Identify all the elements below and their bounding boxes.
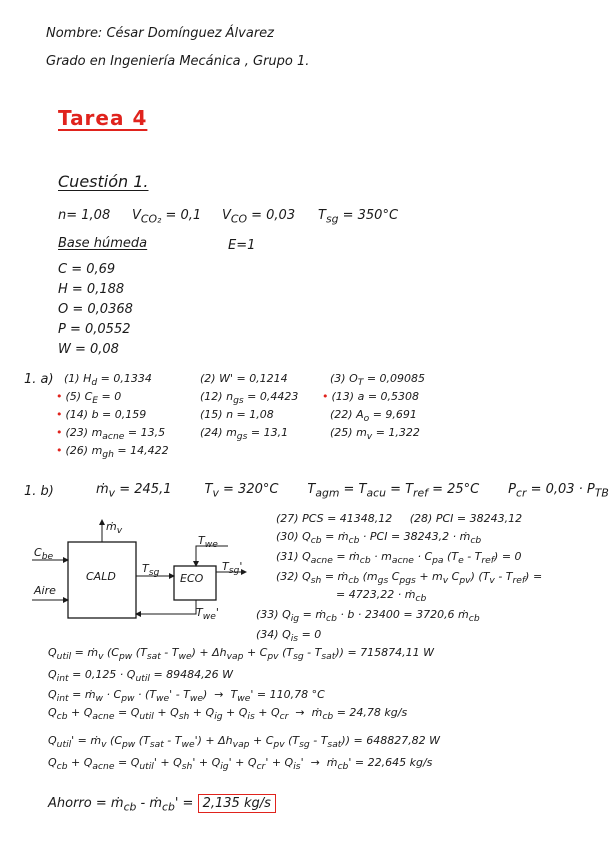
degree-line: Grado en Ingeniería Mecánica , Grupo 1. (46, 54, 310, 69)
part-a-item: (22) $A_o = 9,691$ (330, 408, 417, 425)
label-twe: $T_{we}$ (198, 534, 218, 551)
ahorro-result: 2,135 kg/s (198, 794, 276, 813)
part-a-item: (15) n = 1,08 (200, 408, 274, 421)
part-a-item: (3) $O_T = 0,09085$ (330, 372, 426, 389)
label-mv: ṁ$_v$ (106, 520, 123, 537)
part-b-data: ṁ$_v$ = 245,1 $T_v = 320^\circ C$ $T_{agm} = T_{acu} = T_{ref} = 25^\circ C$ $P_{cr} = 0,03 \cdot P_{TB}$ (96, 482, 609, 500)
calculation-line: $Q_{util}'$ = ṁ$_v$ ($C_{pw}$ $(T_{sat} - T_{we}') + \Delta h_{vap} + C_{pv}$ $(T_{sg} - T_{sat})) = 648827,82$ W (48, 734, 441, 751)
part-a-label: 1. a) (24, 372, 54, 387)
part-a-item: • (13) a = 0,5308 (322, 390, 420, 403)
param-tsg: $T_{sg} = 350^\circ C$ (318, 208, 399, 226)
label-tsg2: $T_{sg}'$ (222, 560, 243, 577)
base-label: Base húmeda (58, 236, 148, 251)
part-a-item: • (5) $C_E = 0$ (56, 390, 122, 407)
label-calo: CALD (86, 570, 116, 583)
part-a-item: (2) W' = 0,1214 (200, 372, 288, 385)
param-n: n= 1,08 (58, 208, 111, 223)
base-e: E=1 (228, 238, 256, 253)
part-a-item: (12) $n_{gs} = 0,4423$ (200, 390, 299, 407)
composition-item: P = 0,0552 (58, 322, 131, 337)
equation-line: (32) $Q_{sh}$ = ṁ$_{cb}$ ($m_{gs}$ $C_{pgs} + m_v$ $C_{pv}$) $(T_v - T_{ref})$ = (276, 570, 543, 587)
equation-line: (34) $Q_{is} = 0$ (256, 628, 322, 645)
part-b-label: 1. b) (24, 484, 54, 499)
ahorro-label: Ahorro = ṁ$_{cb}$ - ṁ$_{cb}$' = (48, 796, 194, 814)
param-vco2: $V_{CO_2} = 0,1$ (132, 208, 202, 226)
calculation-line: $Q_{int}$ = ṁ$_w$ · $C_{pw} \cdot (T_{we}' - T_{we}) \to T_{we}' = 110,78$ °C (48, 688, 325, 705)
label-tsg: $T_{sg}$ (142, 562, 160, 579)
ahorro-line (48, 796, 276, 814)
param-vco: $V_{CO} = 0,03$ (222, 208, 296, 226)
label-cbe: $C_{be}$ (34, 546, 54, 563)
part-a-item: (1) $H_d = 0,1334$ (64, 372, 152, 389)
calculation-line: $Q_{int} = 0,125 \cdot Q_{util} = 89484,26$ W (48, 668, 234, 685)
label-aire: Aire (34, 584, 56, 597)
part-a-item: (25) $m_v = 1,322$ (330, 426, 420, 443)
equation-line: (31) $Q_{acne}$ = ṁ$_{cb}$ · $m_{acne} \cdot C_{pa}$ $(T_e - T_{ref}) = 0$ (276, 550, 522, 567)
composition-item: C = 0,69 (58, 262, 116, 277)
equation-line: = 4723,22 · ṁ$_{cb}$ (336, 588, 427, 605)
equation-line: (33) $Q_{ig}$ = ṁ$_{cb}$ · b · 23400 = 3720,6 ṁ$_{cb}$ (256, 608, 480, 625)
composition-item: O = 0,0368 (58, 302, 133, 317)
part-a-item: • (26) $m_{gh} = 14,422$ (56, 444, 169, 461)
student-name: Nombre: César Domínguez Álvarez (46, 26, 274, 41)
water-out-arrow (136, 600, 196, 614)
label-twe2: $T_{we}'$ (196, 606, 219, 623)
equation-line: (27) PCS = 41348,12 (28) PCI = 38243,12 (276, 512, 523, 525)
calculation-line: $Q_{cb} + Q_{acne} = Q_{util} + Q_{sh} + Q_{ig} + Q_{is} + Q_{cr}$ → ṁ$_{cb}$ = 24,78 kg/s (48, 706, 408, 723)
label-eco: ECO (180, 572, 204, 585)
question-heading: Cuestión 1. (58, 172, 149, 191)
part-a-item: • (23) $m_{acne} = 13,5$ (56, 426, 166, 443)
part-a-item: (24) $m_{gs} = 13,1$ (200, 426, 289, 443)
equation-line: (30) $Q_{cb}$ = ṁ$_{cb}$ · PCI = 38243,2 · ṁ$_{cb}$ (276, 530, 482, 547)
calculation-line: $Q_{util}$ = ṁ$_v$ ($C_{pw}$ $(T_{sat} - T_{we}) + \Delta h_{vap} + C_{pv}$ $(T_{sg} - T_{sat})) = 715874,11$ W (48, 646, 435, 663)
page-title: Tarea 4 (58, 106, 148, 130)
composition-item: H = 0,188 (58, 282, 125, 297)
calculation-line: $Q_{cb} + Q_{acne} = Q_{util}' + Q_{sh}' + Q_{ig}' + Q_{cr}' + Q_{is}'$ → ṁ$_{cb}$' = 22,645 kg/s (48, 756, 433, 773)
composition-item: W = 0,08 (58, 342, 119, 357)
part-a-item: • (14) b = 0,159 (56, 408, 147, 421)
